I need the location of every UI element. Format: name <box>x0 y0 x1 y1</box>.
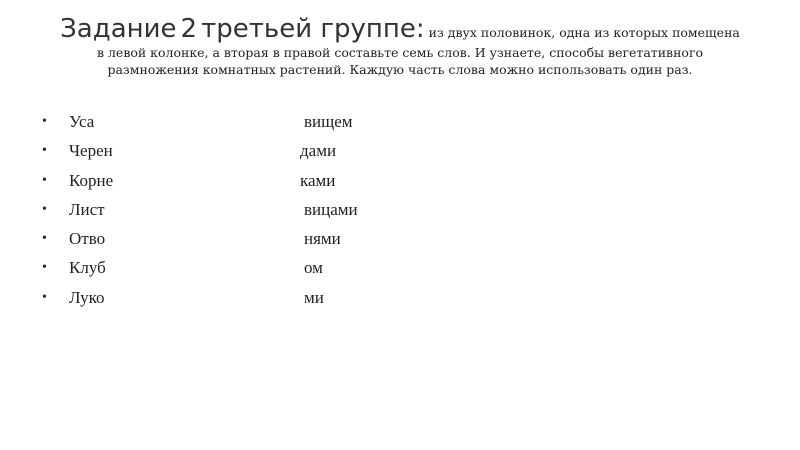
heading-word-task: Задание <box>60 14 177 44</box>
bullet-icon: • <box>42 231 47 247</box>
left-word-part: Черен <box>69 141 113 161</box>
bullet-icon: • <box>42 289 47 305</box>
right-word-part: вищем <box>304 112 353 131</box>
left-word-part: Отво <box>69 229 106 249</box>
bullet-icon: • <box>42 201 47 217</box>
list-item <box>42 283 442 312</box>
bullet-icon: • <box>42 172 47 188</box>
heading-instruction-part-2: в левой колонке, а вторая в правой составьте семь слов. И узнаете, способы вегетативного <box>96 45 704 60</box>
list-item <box>42 136 442 165</box>
heading-line-1 <box>20 14 780 44</box>
list-item <box>42 107 442 136</box>
left-word-part: Лист <box>69 199 105 219</box>
bullet-icon: • <box>42 143 47 159</box>
right-word-part: вицами <box>304 199 358 219</box>
list-item <box>42 166 442 195</box>
left-word-part: Луко <box>69 287 105 307</box>
right-word-part: дами <box>300 141 337 161</box>
left-word-part: Уса <box>69 112 95 131</box>
list-item <box>42 224 442 253</box>
right-word-part: ками <box>300 170 336 190</box>
heading-instruction-part-3: размножения комнатных растений. Каждую часть слова можно использовать один раз. <box>107 62 693 77</box>
heading-number: 2 <box>180 14 198 44</box>
task-heading <box>20 14 780 78</box>
heading-group: третьей группе <box>201 14 416 44</box>
left-word-part: Корне <box>69 170 114 190</box>
heading-colon: : <box>415 14 425 44</box>
left-word-part: Клуб <box>69 258 106 278</box>
right-word-part: ми <box>304 287 324 307</box>
list-item <box>42 195 442 224</box>
right-word-part: нями <box>304 229 341 249</box>
word-parts-list <box>42 107 442 312</box>
heading-instruction-part-1: из двух половинок, одна из которых помещена <box>428 25 740 40</box>
list-item <box>42 253 442 282</box>
bullet-icon: • <box>42 114 47 129</box>
right-word-part: ом <box>304 258 323 278</box>
bullet-icon: • <box>42 260 47 276</box>
